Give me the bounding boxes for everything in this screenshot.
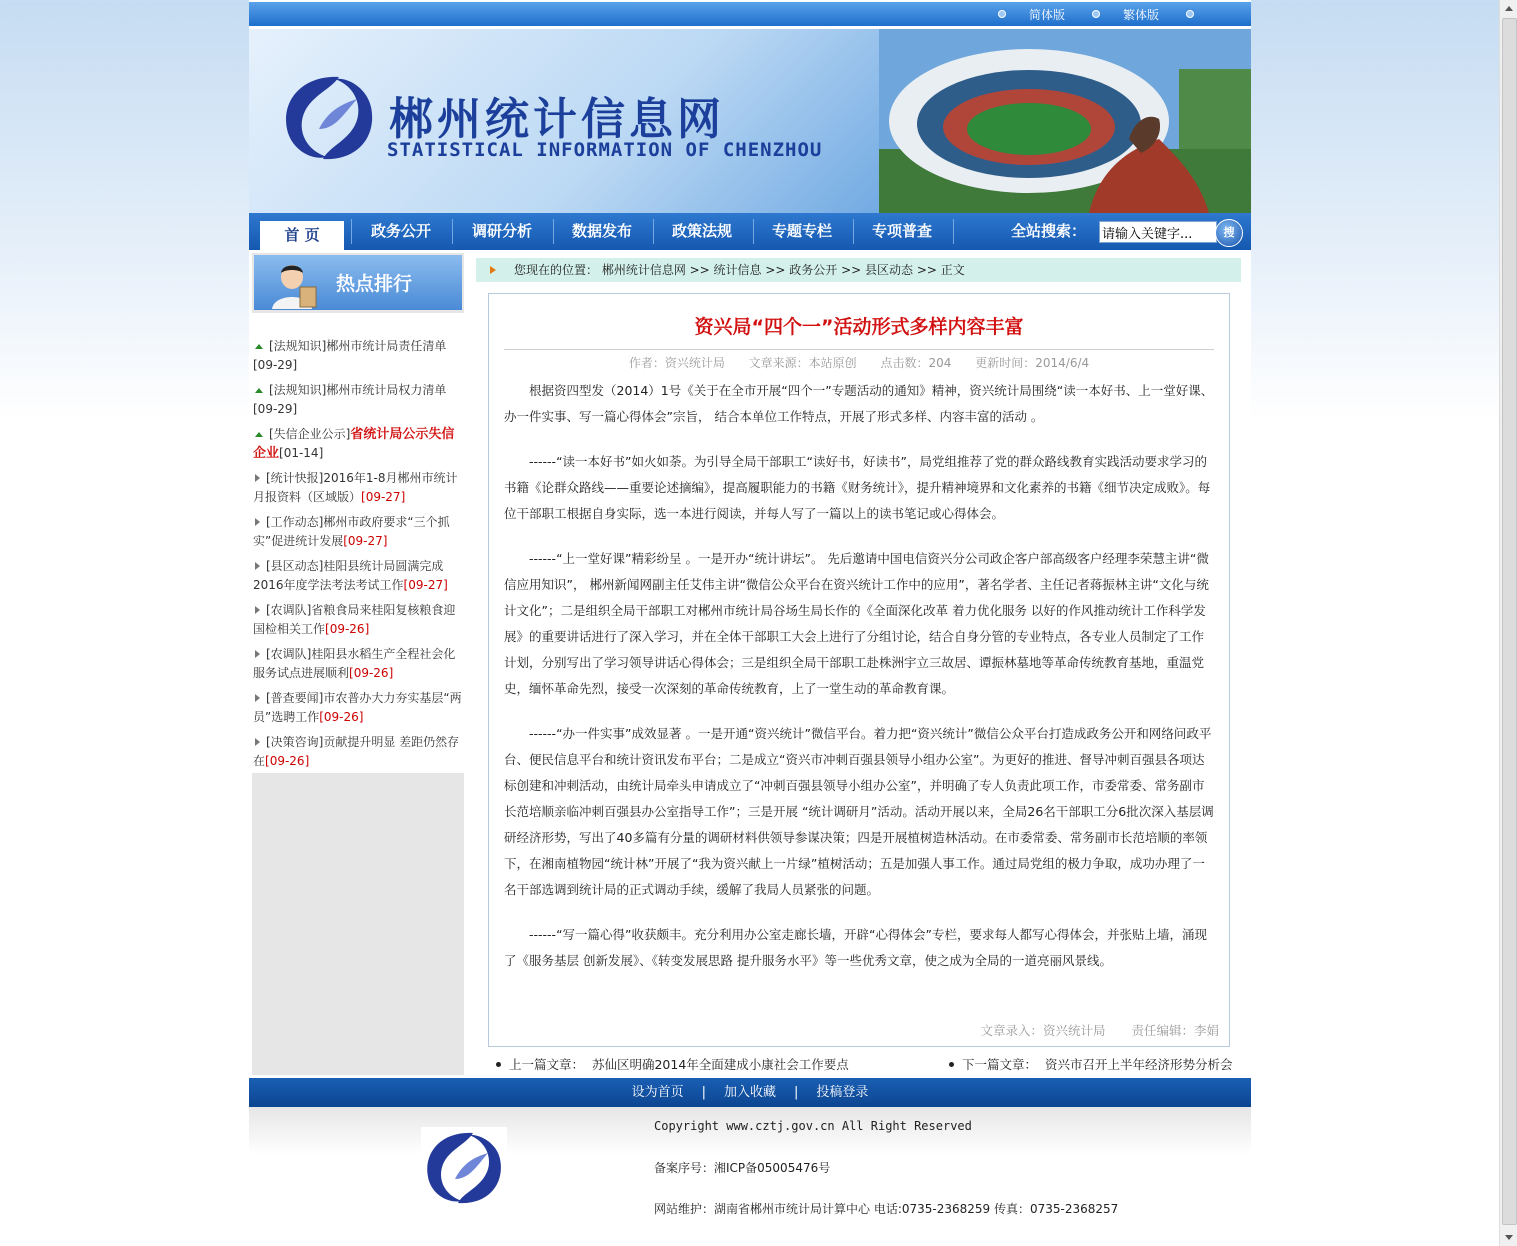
icp-number: 备案序号：湘ICP备05005476号	[654, 1161, 831, 1175]
scrollbar[interactable]	[1499, 0, 1517, 1246]
list-item[interactable]	[253, 425, 463, 463]
list-item-title[interactable]: [农调队]桂阳县水稻生产全程社会化服务试点进展顺利	[253, 647, 456, 680]
next-label: 下一篇文章：	[962, 1057, 1038, 1072]
sidebar-title: 热点排行	[336, 273, 413, 295]
nav-research[interactable]: 调研分析	[471, 222, 532, 240]
search-button[interactable]: 搜	[1215, 219, 1243, 247]
list-item[interactable]	[253, 557, 463, 595]
list-item-title[interactable]: [决策咨询]贡献提升明显 差距仍然存在	[253, 735, 460, 768]
article-paragraph: ------“办一件实事”成效显著 。一是开通“资兴统计”微信平台。着力把“资兴统计”微信公众平台打造成政务公开和网络问政平台、便民信息平台和统计资讯发布平台；二是成立“资兴市冲刺百强县领导小组办公室”。为更好的推进、督导冲刺百强县各项达标创建和冲刺活动，由统计局牵头申请成立了“冲刺百强县领导小组办公室”，并明确了专人负责此项工作，市委常委、常务副市长范培顺亲临冲刺百强县办公室指导工作”；三是开展 “统计调研月”活动。活动开展以来，全局26名干部职工分6批次深入基层调研经济形势，写出了40多篇有分量的调研材料供领导参谋决策；四是开展植树造林活动。在市委常委、常务副市长范培顺的率领下，在湘南植物园“统计林”开展了“我为资兴献上一片绿”植树活动；五是加强人事工作。通过局党组的极力争取，成功办理了一名干部选调到统计局的正式调动手续，缓解了我局人员紧张的问题。	[504, 726, 1214, 897]
article-source: 文章来源：本站原创	[748, 356, 857, 370]
list-item-date: [09-26]	[319, 710, 364, 724]
list-item-date: [09-26]	[265, 754, 310, 768]
arrow-up-icon	[255, 388, 263, 393]
bullet-icon	[496, 1062, 501, 1067]
bullet-icon	[1092, 10, 1100, 18]
article	[488, 293, 1230, 1047]
list-item-title[interactable]: [统计快报]2016年1-8月郴州市统计月报资料（区域版）	[253, 471, 458, 504]
footer-separator: |	[794, 1085, 799, 1100]
footer-info	[249, 1107, 1251, 1227]
list-item[interactable]	[253, 689, 463, 727]
list-item-title[interactable]: [普查要闻]市农普办大力夯实基层“两员”选聘工作	[253, 691, 462, 724]
nav-special-topics[interactable]: 专题专栏	[771, 222, 832, 240]
list-item-title[interactable]: [县区动态]桂阳县统计局圆满完成2016年度学法考法考试工作	[253, 559, 444, 592]
article-title: 资兴局“四个一”活动形式多样内容丰富	[694, 316, 1024, 338]
user-avatar-icon	[268, 259, 320, 309]
stadium-image	[879, 29, 1251, 213]
list-item[interactable]	[253, 337, 463, 375]
article-paragraph: ------“上一堂好课”精彩纷呈 。一是开办“统计讲坛”。 先后邀请中国电信资兴分公司政企客户部高级客户经理李荣慧主讲“微信应用知识”， 郴州新闻网副主任艾伟主讲“微信公众平台在资兴统计工作中的应用”，著名学者、主任记者蒋振林主讲“文化与统计文化”；二是组织全局干部职工对郴州市统计局谷场生局长作的《全面深化改革 着力优化服务 以好的作风推动统计工作科学发展》的重要讲话进行了深入学习，并在全体干部职工大会上进行了分组讨论，结合自身分管的专业特点，各专业人员制定了工作计划，分别写出了学习领导讲话心得体会；三是组织全局干部职工赴株洲宇立三故居、谭振林墓地等革命传统教育基地，重温党史，缅怀革命先烈，接受一次深刻的革命传统教育，上了一堂生动的革命教育课。	[504, 551, 1209, 696]
main-nav	[249, 213, 1251, 250]
article-clicks: 点击数：204	[880, 356, 952, 370]
nav-separator	[351, 219, 352, 244]
list-item[interactable]	[253, 469, 463, 507]
arrow-right-icon	[255, 562, 260, 570]
scroll-up-icon[interactable]	[1505, 6, 1513, 11]
nav-census[interactable]: 专项普查	[871, 222, 932, 240]
maintainer-info: 网站维护：湖南省郴州市统计局计算中心 电话:0735-2368259 传真：0735-2368257	[654, 1202, 1119, 1216]
submit-login-link[interactable]: 投稿登录	[816, 1085, 869, 1100]
prev-label: 上一篇文章：	[509, 1057, 585, 1072]
arrow-right-icon	[255, 738, 260, 746]
nav-data-release[interactable]: 数据发布	[571, 222, 632, 240]
set-homepage-link[interactable]: 设为首页	[631, 1085, 684, 1100]
prev-article[interactable]	[496, 1055, 849, 1073]
article-paragraph: 根据资四型发（2014）1号《关于在全市开展“四个一”专题活动的通知》精神，资兴统计局围绕“读一本好书、上一堂好课、办一件实事、写一篇心得体会”宗旨， 结合本单位工作特点，开展了形式多样、内容丰富的活动 。	[504, 383, 1214, 424]
nav-gov-affairs[interactable]: 政务公开	[370, 222, 431, 240]
article-editor: 责任编辑：李娟	[1131, 1023, 1219, 1038]
list-item-date: [09-27]	[403, 578, 448, 592]
list-item-title[interactable]: [法规知识]郴州市统计局责任清单	[269, 339, 447, 353]
list-item-title[interactable]: [工作动态]郴州市政府要求“三个抓实”促进统计发展	[253, 515, 450, 548]
article-meta	[489, 354, 1229, 371]
arrow-right-icon	[255, 474, 260, 482]
bullet-icon	[1186, 10, 1194, 18]
arrow-right-icon	[255, 606, 260, 614]
article-footer	[958, 1021, 1219, 1039]
article-paragraph: ------“写一篇心得”收获颇丰。充分利用办公室走廊长墙，开辟“心得体会”专栏，要求每人都写心得体会，并张贴上墙，涌现了《服务基层 创新发展》、《转变发展思路 提升服务水平》等一些优秀文章，使之成为全局的一道亮丽风景线。	[504, 927, 1207, 968]
list-item-title[interactable]: [失信企业公示]	[269, 427, 351, 441]
simplified-link[interactable]: 简体版	[1029, 8, 1066, 22]
footer-separator: |	[701, 1085, 706, 1100]
list-item-date: [01-14]	[279, 446, 324, 460]
next-article[interactable]	[949, 1055, 1232, 1073]
list-item[interactable]	[253, 645, 463, 683]
footer-links	[249, 1078, 1251, 1107]
site-title-cn: 郴州统计信息网	[389, 94, 725, 145]
footer-logo-icon	[421, 1127, 507, 1207]
header-banner	[249, 29, 1251, 213]
hot-list	[252, 313, 464, 773]
traditional-link[interactable]: 繁体版	[1123, 8, 1160, 22]
list-item-date: [09-29]	[253, 358, 298, 372]
list-item-date: [09-29]	[253, 402, 298, 416]
divider	[504, 349, 1214, 350]
bullet-icon	[998, 10, 1006, 18]
scrollbar-thumb[interactable]	[1502, 18, 1517, 1225]
nav-separator	[953, 219, 954, 244]
arrow-up-icon	[255, 344, 263, 349]
list-item-title[interactable]: [农调队]省粮食局来桂阳复核粮食迎国检相关工作	[253, 603, 456, 636]
breadcrumb-text[interactable]: 您现在的位置： 郴州统计信息网 >> 统计信息 >> 政务公开 >> 县区动态 >> 正文	[514, 263, 965, 277]
sidebar-hot-ranking	[252, 253, 464, 1075]
breadcrumb	[476, 258, 1241, 282]
arrow-right-icon	[255, 650, 260, 658]
nav-home[interactable]: 首 页	[260, 221, 344, 250]
site-logo-icon	[279, 69, 379, 165]
list-item-hot-title[interactable]: 省统计局公示失信企业	[253, 427, 455, 461]
nav-separator	[452, 219, 453, 244]
list-item-date: [09-26]	[325, 622, 370, 636]
arrow-right-icon	[490, 266, 496, 274]
list-item-date: [09-27]	[361, 490, 406, 504]
list-item-title[interactable]: [法规知识]郴州市统计局权力清单	[269, 383, 447, 397]
page	[249, 0, 1251, 1227]
list-item[interactable]	[253, 513, 463, 551]
arrow-up-icon	[255, 432, 263, 437]
search-label: 全站搜索：	[1011, 222, 1087, 240]
scroll-down-icon[interactable]	[1505, 1235, 1513, 1240]
list-item-date: [09-26]	[349, 666, 394, 680]
list-item[interactable]	[253, 601, 463, 639]
top-bar	[249, 2, 1251, 26]
add-favorite-link[interactable]: 加入收藏	[723, 1085, 776, 1100]
next-article-link[interactable]: 资兴市召开上半年经济形势分析会	[1044, 1057, 1233, 1072]
bullet-icon	[949, 1062, 954, 1067]
arrow-right-icon	[255, 694, 260, 702]
prev-article-link[interactable]: 苏仙区明确2014年全面建成小康社会工作要点	[591, 1057, 849, 1072]
search-input[interactable]	[1099, 221, 1217, 243]
list-item[interactable]	[253, 733, 463, 771]
article-entry: 文章录入：资兴统计局	[980, 1023, 1106, 1038]
arrow-right-icon	[255, 518, 260, 526]
article-paragraph: ------“读一本好书”如火如荼。为引导全局干部职工“读好书，好读书”，局党组推荐了党的群众路线教育实践活动要求学习的书籍《论群众路线——重要论述摘编》，提高履职能力的书籍《财务统计》，提升精神境界和文化素养的书籍《细节决定成败》。每位干部职工根据自身实际，选一本进行阅读，并每人写了一篇以上的读书笔记或心得体会。	[504, 454, 1211, 521]
article-updated: 更新时间：2014/6/4	[975, 356, 1090, 370]
list-item[interactable]	[253, 381, 463, 419]
site-title-en: STATISTICAL INFORMATION OF CHENZHOU	[387, 139, 823, 161]
sidebar-header	[254, 255, 462, 310]
list-item-date: [09-27]	[343, 534, 388, 548]
copyright: Copyright www.cztj.gov.cn All Right Reserved	[654, 1119, 972, 1133]
nav-policy[interactable]: 政策法规	[671, 222, 732, 240]
article-author: 作者：资兴统计局	[628, 356, 725, 370]
